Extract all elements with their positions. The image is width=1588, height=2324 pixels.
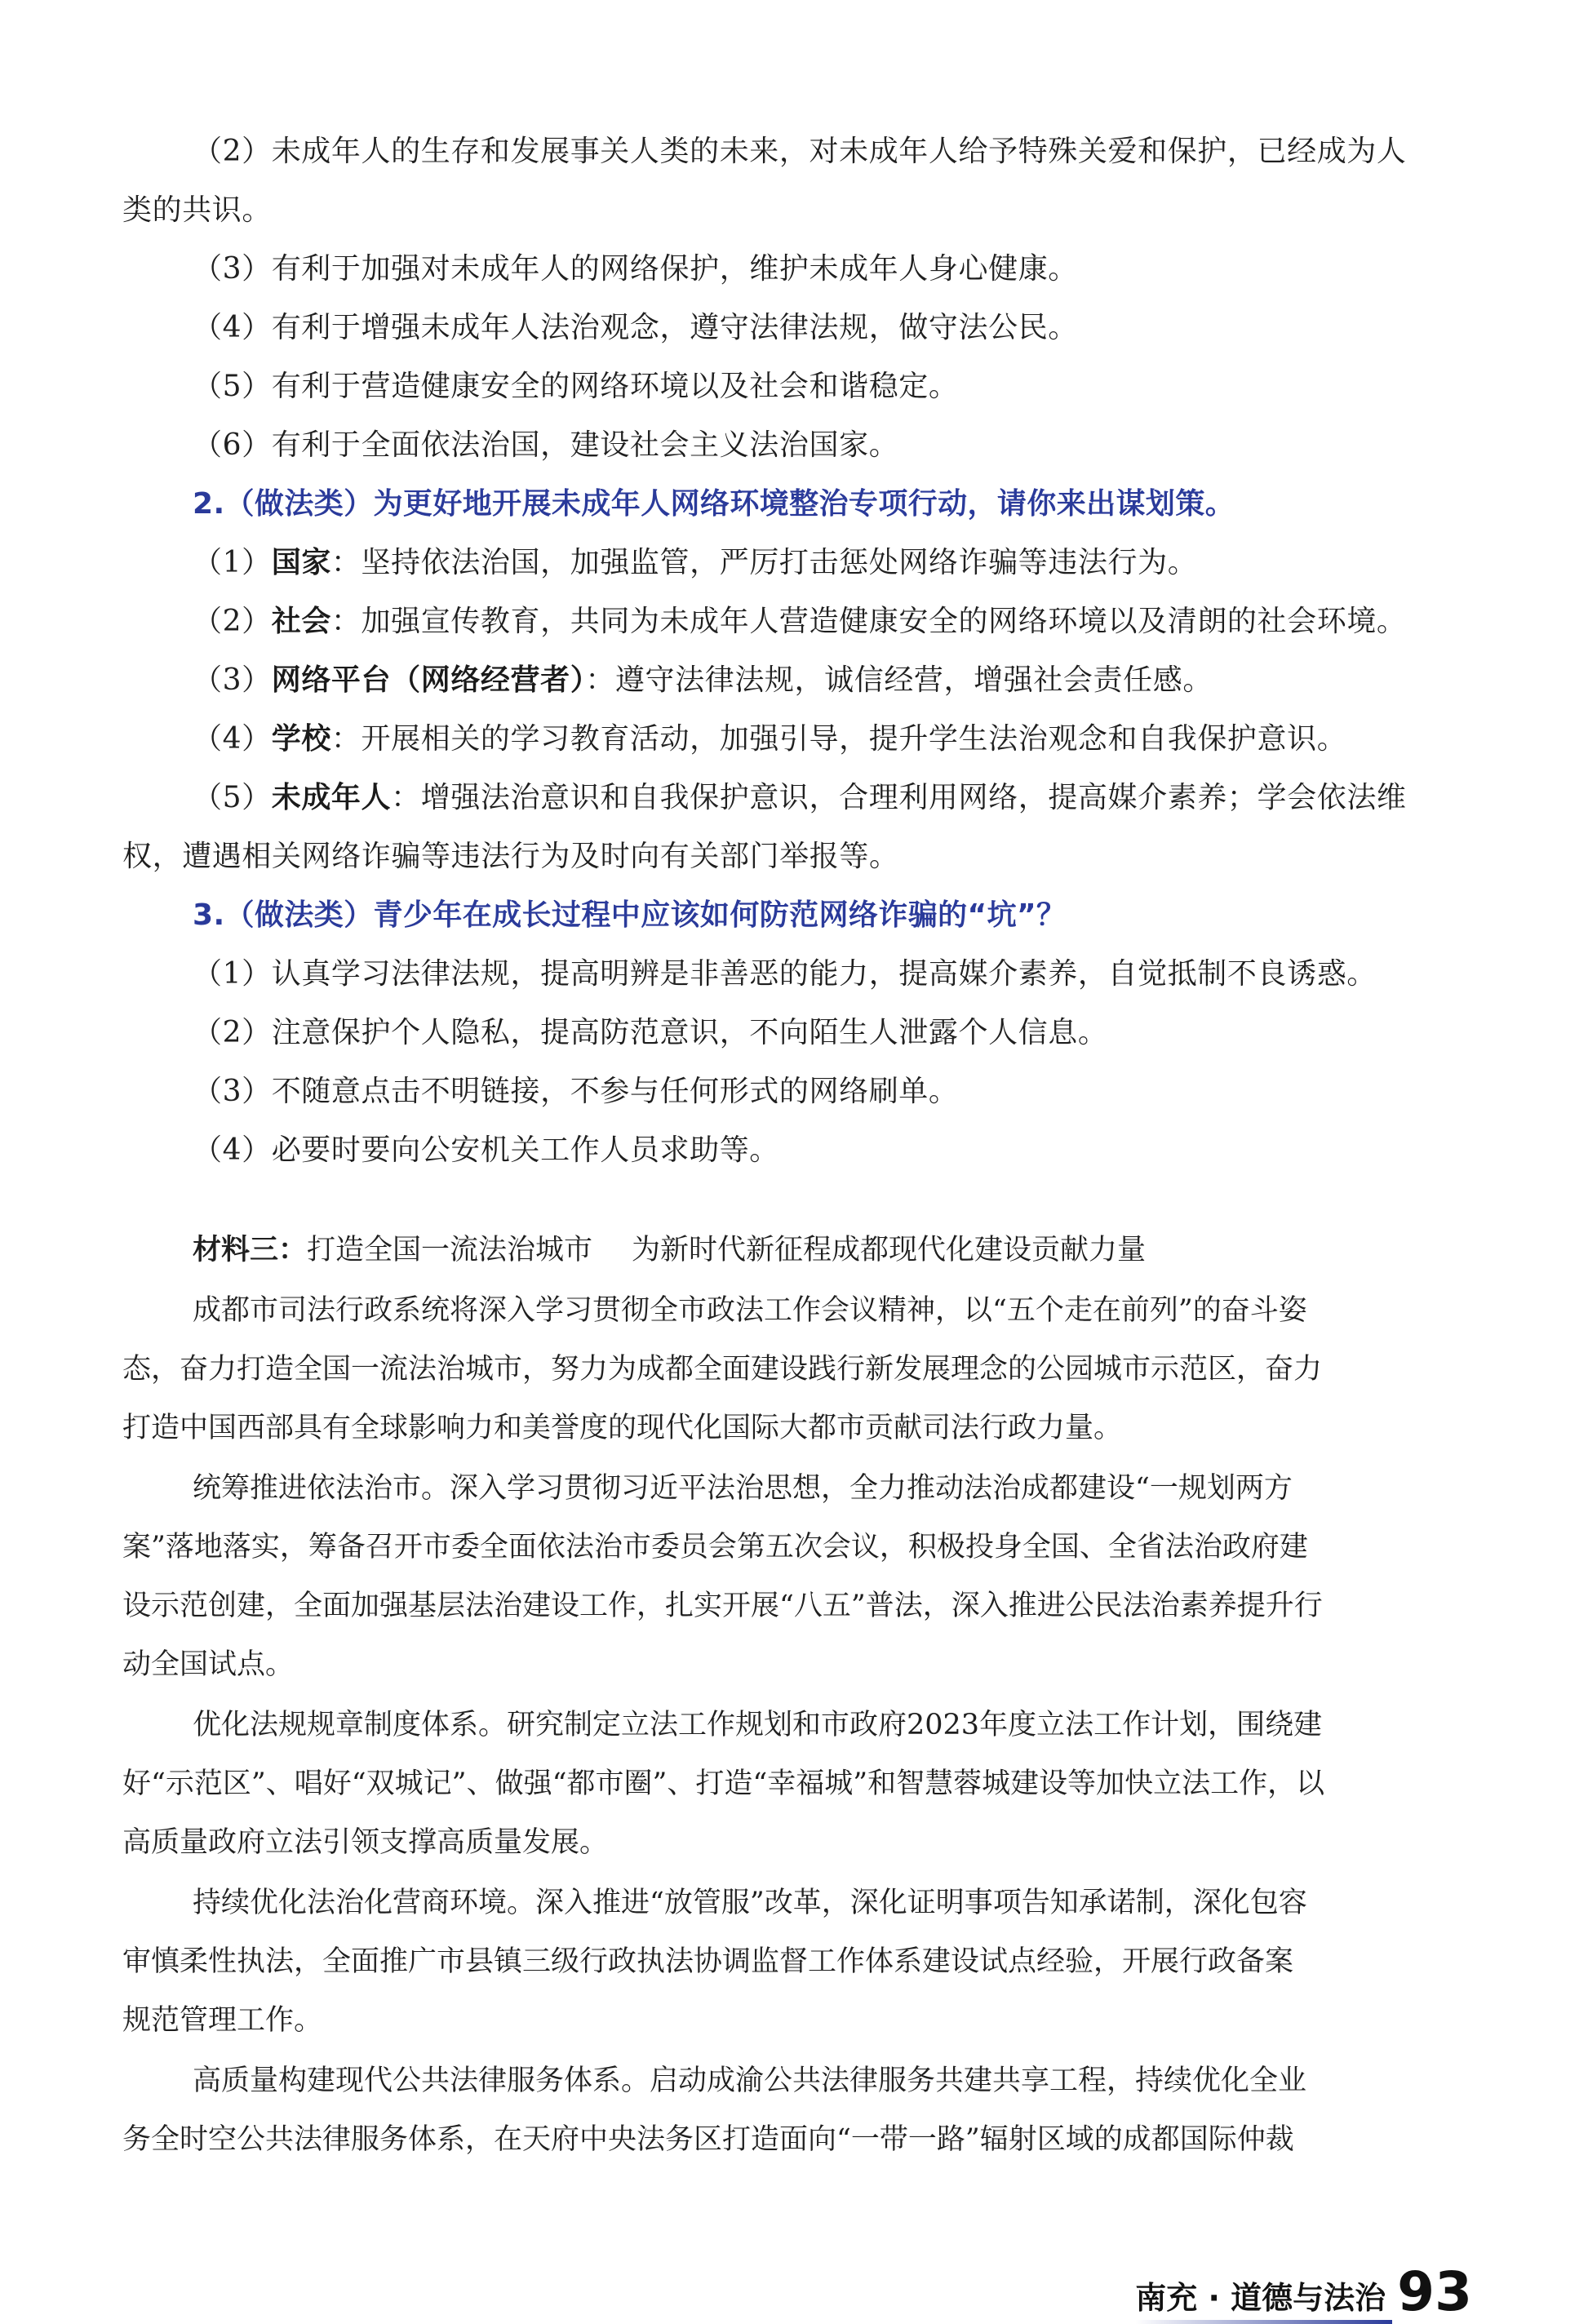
paragraph-line: 设示范创建，全面加强基层法治建设工作，扎实开展“八五”普法，深入推进公民法治素养提升行 (122, 1590, 1323, 1622)
paragraph-line: 务全时空公共法律服务体系，在天府中央法务区打造面向“一带一路”辐射区域的成都国际仲裁 (122, 2123, 1294, 2156)
paragraph-line: 动全国试点。 (122, 1648, 295, 1681)
q3-answer-3: （3）不随意点击不明链接，不参与任何形式的网络刷单。 (193, 1075, 959, 1108)
item-keyword: 国家 (271, 546, 331, 579)
q1-answer-3: （3）有利于加强对未成年人的网络保护，维护未成年人身心健康。 (193, 252, 1078, 286)
paragraph-line: 好“示范区”、唱好“双城记”、做强“都市圈”、打造“幸福城”和智慧蓉城建设等加快立法工作，以 (122, 1767, 1325, 1800)
item-text: ：遵守法律法规，诚信经营，增强社会责任感。 (585, 663, 1213, 697)
item-keyword: 学校 (271, 722, 331, 756)
material-paragraph (122, 1874, 1473, 2050)
paragraph-line: 持续优化法治化营商环境。深入推进“放管服”改革，深化证明事项告知承诺制，深化包容 (193, 1887, 1307, 1919)
paragraph-line: 优化法规规章制度体系。研究制定立法工作规划和市政府2023年度立法工作计划，围绕建 (193, 1709, 1323, 1741)
material-title-part2: 为新时代新征程成都现代化建设贡献力量 (632, 1234, 1147, 1266)
paragraph-line: 统筹推进依法治市。深入学习贯彻习近平法治思想，全力推动法治成都建设“一规划两方 (193, 1472, 1293, 1505)
q3-answer-2: （2）注意保护个人隐私，提高防范意识，不向陌生人泄露个人信息。 (193, 1016, 1108, 1049)
q3-answer-1: （1）认真学习法律法规，提高明辨是非善恶的能力，提高媒介素养，自觉抵制不良诱惑。 (193, 957, 1377, 991)
paragraph-line: 高质量政府立法引领支撑高质量发展。 (122, 1826, 609, 1859)
material-paragraph (122, 1696, 1473, 1872)
item-number: （3） (193, 663, 272, 697)
q3-answer-4: （4）必要时要向公安机关工作人员求助等。 (193, 1133, 779, 1167)
paragraph-line: 成都市司法行政系统将深入学习贯彻全市政法工作会议精神，以“五个走在前列”的奋斗姿 (193, 1294, 1307, 1327)
paragraph-line: 审慎柔性执法，全面推广市县镇三级行政执法协调监督工作体系建设试点经验，开展行政备案 (122, 1945, 1294, 1978)
item-text: ：开展相关的学习教育活动，加强引导，提升学生法治观念和自我保护意识。 (330, 722, 1347, 756)
q1-answer-2: （2）未成年人的生存和发展事关人类的未来，对未成年人给予特殊关爱和保护，已经成为人 (193, 135, 1407, 168)
item-text: ：加强宣传教育，共同为未成年人营造健康安全的网络环境以及清朗的社会环境。 (330, 605, 1407, 638)
q1-answer-5: （5）有利于营造健康安全的网络环境以及社会和谐稳定。 (193, 370, 959, 403)
page-content (122, 122, 1473, 2169)
page-number: 93 (1397, 2260, 1472, 2323)
material-title (122, 1221, 1473, 1280)
item-keyword: 网络平台（网络经营者） (271, 663, 586, 697)
page-footer (1135, 2254, 1472, 2322)
item-text: ：增强法治意识和自我保护意识，合理利用网络，提高媒介素养；学会依法维 (391, 781, 1407, 814)
item-keyword: 社会 (271, 605, 331, 638)
item-number: （2） (193, 605, 272, 638)
q2-answer-5 (122, 769, 1473, 827)
paragraph-line: 打造中国西部具有全球影响力和美誉度的现代化国际大都市贡献司法行政力量。 (122, 1412, 1123, 1444)
material-title-part1: 打造全国一流法治城市 (307, 1234, 593, 1266)
item-number: （1） (193, 546, 272, 579)
paragraph-line: 规范管理工作。 (122, 2004, 323, 2037)
paragraph-line: 态，奋力打造全国一流法治城市，努力为成都全面建设践行新发展理念的公园城市示范区，奋力 (122, 1353, 1323, 1386)
item-text: ：坚持依法治国，加强监管，严厉打击惩处网络诈骗等违法行为。 (330, 546, 1198, 579)
q2-answer-4 (122, 710, 1473, 769)
material-paragraph (122, 2051, 1473, 2169)
footer-label: 南充 · 道德与法治 (1135, 2273, 1386, 2317)
q1-answer-4: （4）有利于增强未成年人法治观念，遵守法律法规，做守法公民。 (193, 311, 1078, 344)
q2-answer-5-continued: 权，遭遇相关网络诈骗等违法行为及时向有关部门举报等。 (122, 840, 899, 873)
question-2 (122, 475, 1473, 886)
material-label: 材料三： (193, 1234, 308, 1266)
q2-answer-2 (122, 592, 1473, 651)
q2-answer-3 (122, 651, 1473, 710)
material-three (122, 1221, 1473, 2169)
q2-answer-1 (122, 534, 1473, 592)
item-number: （5） (193, 781, 272, 814)
material-paragraph (122, 1459, 1473, 1694)
question-3 (122, 886, 1473, 1180)
item-number: （4） (193, 722, 272, 756)
paragraph-line: 高质量构建现代公共法律服务体系。启动成渝公共法律服务共建共享工程，持续优化全业 (193, 2065, 1307, 2097)
question-3-title: 3.（做法类）青少年在成长过程中应该如何防范网络诈骗的“坑”？ (193, 898, 1067, 932)
q1-answer-2-continued: 类的共识。 (122, 193, 273, 227)
question-2-title: 2.（做法类）为更好地开展未成年人网络环境整治专项行动，请你来出谋划策。 (193, 487, 1235, 521)
q1-answers (122, 122, 1473, 475)
item-keyword: 未成年人 (271, 781, 392, 814)
q1-answer-6: （6）有利于全面依法治国，建设社会主义法治国家。 (193, 428, 899, 462)
material-paragraph (122, 1281, 1473, 1457)
paragraph-line: 案”落地落实，筹备召开市委全面依法治市委员会第五次会议，积极投身全国、全省法治政府建 (122, 1531, 1308, 1563)
